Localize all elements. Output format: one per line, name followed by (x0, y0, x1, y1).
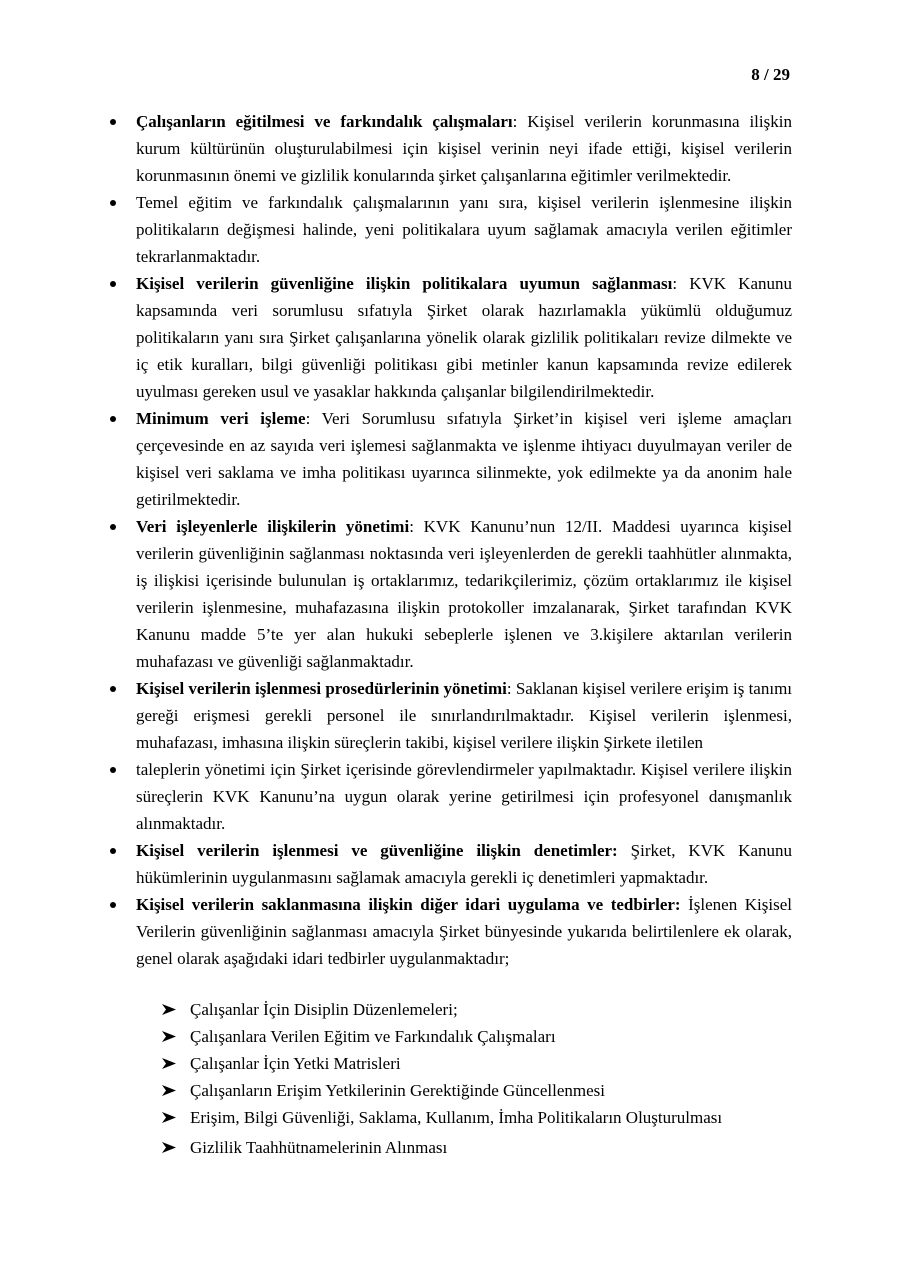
item-term: Kişisel verilerin güvenliğine ilişkin politikalara uyumun sağlanması (136, 274, 673, 293)
bullet-icon (110, 686, 116, 692)
sub-list-item (162, 1077, 802, 1104)
item-text: Temel eğitim ve farkındalık çalışmalarının yanı sıra, kişisel verilerin işlenmesine ilişkin politikaların değişmesi halinde, yeni politikalara uyum sağlamak amacıyla verilen eğitimler tekrarlanmaktadır. (136, 193, 792, 266)
item-separator: : (305, 409, 322, 428)
bullet-icon (110, 281, 116, 287)
list-item (108, 270, 792, 405)
sub-list-item (162, 996, 802, 1023)
sub-item-text: Çalışanlar İçin Yetki Matrisleri (190, 1054, 401, 1073)
item-term: Kişisel verilerin saklanmasına ilişkin diğer idari uygulama ve tedbirler: (136, 895, 681, 914)
arrow-right-icon (162, 1112, 176, 1123)
sub-list-item (162, 1023, 802, 1050)
item-separator (618, 841, 631, 860)
administrative-measures-list (162, 996, 802, 1161)
page-number: 8 / 29 (751, 65, 790, 84)
arrow-right-icon (162, 1142, 176, 1153)
item-text: Saklanan kişisel verilere erişim iş tanımı gereği erişmesi gerekli personel ile sınırlandırılmaktadır. Kişisel verilerin işlenmesi, muhafazası, imhasına ilişkin süreçlerin takibi, kişisel verilere ilişkin Şirkete iletilen (136, 679, 793, 752)
sub-list-item (162, 1104, 802, 1131)
item-separator: : (506, 679, 516, 698)
item-text: KVK Kanunu kapsamında veri sorumlusu sıfatıyla Şirket olarak hazırlamakla yükümlü olduğumuz politikaların yanı sıra Şirket çalışanlarına yönelik olarak gizlilik politikaları revize dilmekte ve iç etik kuralları, bilgi güvenliği politikası gibi metinler kanun kapsamında revize edilerek uyulması gereken usul ve yasaklar hakkında çalışanlar bilgilendirilmektedir. (136, 274, 792, 401)
item-term: Kişisel verilerin işlenmesi prosedürlerinin yönetimi (136, 679, 507, 698)
bullet-icon (110, 767, 116, 773)
list-item (108, 189, 792, 270)
bullet-icon (110, 524, 116, 530)
item-separator: : (512, 112, 528, 131)
sub-item-text: Çalışanlar İçin Disiplin Düzenlemeleri; (190, 1000, 458, 1019)
bullet-icon (110, 416, 116, 422)
list-item (108, 756, 792, 837)
bullet-icon (110, 119, 116, 125)
list-item (108, 108, 792, 189)
item-term: Çalışanların eğitilmesi ve farkındalık çalışmaları (136, 112, 513, 131)
bullet-icon (110, 848, 116, 854)
item-separator: : (672, 274, 690, 293)
bullet-icon (110, 200, 116, 206)
arrow-right-icon (162, 1031, 176, 1042)
item-text: Kişisel verilerin korunmasına ilişkin kurum kültürünün oluşturulabilmesi için kişisel verinin neyi ifade ettiği, kişisel verilerin korunmasının önemi ve gizlilik konularında şirket çalışanlarına eğitimler verilmektedir. (136, 112, 792, 185)
sub-list-item (162, 1050, 802, 1077)
measures-list (108, 108, 792, 972)
item-term: Kişisel verilerin işlenmesi ve güvenliğine ilişkin denetimler: (136, 841, 618, 860)
arrow-right-icon (162, 1085, 176, 1096)
item-text: Veri Sorumlusu sıfatıyla Şirket’in kişisel veri işleme amaçları çerçevesinde en az sayıda veri işlemesi sağlanmakta ve işlenme ihtiyacı duyulmayan veriler de kişisel veri saklama ve imha politikası uyarınca silinmekte, yok edilmekte ya da anonim hale getirilmektedir. (136, 409, 792, 509)
sub-item-text: Erişim, Bilgi Güvenliği, Saklama, Kullanım, İmha Politikaların Oluşturulması (190, 1108, 723, 1127)
list-item (108, 513, 792, 675)
item-separator: : (409, 517, 424, 536)
item-text: Şirket, KVK Kanunu hükümlerinin uygulanmasını sağlamak amacıyla gerekli iç denetimleri yapmaktadır. (136, 841, 792, 887)
arrow-right-icon (162, 1004, 176, 1015)
item-text: İşlenen Kişisel Verilerin güvenliğinin sağlanması amacıyla Şirket bünyesinde yukarıda belirtilenlere ek olarak, genel olarak aşağıdaki idari tedbirler uygulanmaktadır; (136, 895, 792, 968)
sub-item-text: Çalışanlara Verilen Eğitim ve Farkındalık Çalışmaları (190, 1027, 556, 1046)
item-text: taleplerin yönetimi için Şirket içerisinde görevlendirmeler yapılmaktadır. Kişisel verilere ilişkin süreçlerin KVK Kanunu’na uygun olarak yerine getirilmesi için profesyonel danışmanlık alınmaktadır. (136, 760, 792, 833)
sub-item-text: Çalışanların Erişim Yetkilerinin Gerektiğinde Güncellenmesi (190, 1081, 605, 1100)
item-separator (681, 895, 689, 914)
sub-item-text: Gizlilik Taahhütnamelerinin Alınması (190, 1138, 448, 1157)
arrow-right-icon (162, 1058, 176, 1069)
sub-list-item (162, 1134, 802, 1161)
list-item (108, 837, 792, 891)
list-item (108, 405, 792, 513)
list-item (108, 675, 792, 756)
item-term: Minimum veri işleme (136, 409, 306, 428)
list-item (108, 891, 792, 972)
bullet-icon (110, 902, 116, 908)
item-text: KVK Kanunu’nun 12/II. Maddesi uyarınca kişisel verilerin güvenliğinin sağlanması noktasında veri işleyenlerden de gerekli taahhütler alınmakta, iş ilişkisi içerisinde bulunulan iş ortaklarımız, tedarikçilerimiz, çözüm ortaklarımız ile kişisel verilerin işlenmesine, muhafazasına ilişkin protokoller imzalanarak, Şirket tarafından KVK Kanunu madde 5’te yer alan hukuki sebeplerle işlenen ve 3.kişilere aktarılan verilerin muhafazası ve güvenliği sağlanmaktadır. (136, 517, 792, 671)
item-term: Veri işleyenlerle ilişkilerin yönetimi (136, 517, 410, 536)
